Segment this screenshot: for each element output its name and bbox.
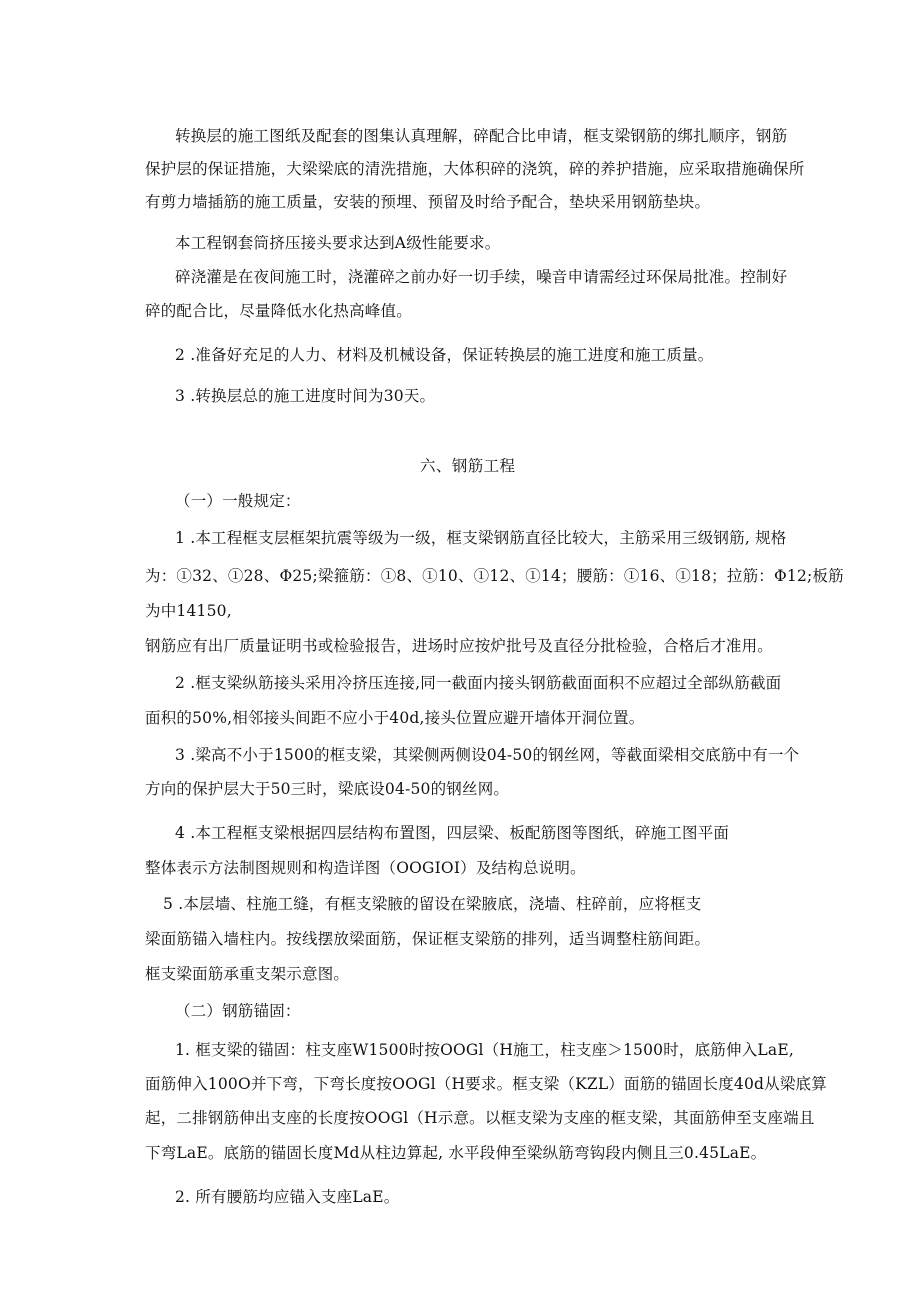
subsection-heading: （二）钢筋锚固： (175, 1002, 301, 1020)
numbered-item: 3 .转换层总的施工进度时间为30天。 (175, 387, 436, 405)
numbered-item: 4 .本工程框支梁根据四层结构布置图，四层梁、板配筋图等图纸，碎施工图平面 (175, 824, 730, 842)
numbered-item: 1. 框支梁的锚固：柱支座W1500时按OOGl（H施工，柱支座＞1500时，底筋伸入LaE, (175, 1041, 794, 1059)
numbered-item: 2 .准备好充足的人力、材料及机械设备，保证转换层的施工进度和施工质量。 (175, 346, 714, 364)
numbered-item: 3 .梁高不小于1500的框支梁，其梁侧两侧设04-50的钢丝网，等截面梁相交底筋中有一个 (175, 746, 800, 764)
paragraph-line: 碎的配合比，尽量降低水化热高峰值。 (145, 302, 412, 320)
paragraph-line: 起，二排钢筋伸出支座的长度按OOGl（H示意。以框支梁为支座的框支梁，其面筋伸至支座端且 (145, 1109, 815, 1127)
paragraph-line: 碎浇灌是在夜间施工时，浇灌碎之前办好一切手续，噪音申请需经过环保局批准。控制好 (175, 268, 788, 286)
numbered-item: 2 .框支梁纵筋接头采用冷挤压连接,同一截面内接头钢筋截面面积不应超过全部纵筋截面 (175, 674, 782, 692)
paragraph-line: 下弯LaE。底筋的锚固长度Md从柱边算起, 水平段伸至梁纵筋弯钩段内侧且三0.45LaE。 (145, 1144, 767, 1162)
paragraph-line: 梁面筋锚入墙柱内。按线摆放梁面筋，保证框支梁筋的排列，适当调整柱筋间距。 (145, 930, 711, 948)
paragraph-line: 保护层的保证措施，大梁梁底的清洗措施，大体积碎的浇筑，碎的养护措施，应采取措施确保所 (145, 160, 805, 178)
section-heading: 六、钢筋工程 (420, 457, 516, 475)
paragraph-line: 为：①32、①28、Φ25;梁箍筋：①8、①10、①12、①14；腰筋：①16、①18；拉筋：Φ12;板筋 (145, 567, 844, 585)
numbered-item: 1 .本工程框支层框架抗震等级为一级，框支梁钢筋直径比较大，主筋采用三级钢筋, 规格 (175, 529, 787, 547)
paragraph-line: 为中14150, (145, 602, 232, 620)
paragraph-line: 面筋伸入100O并下弯，下弯长度按OOGl（H要求。框支梁（KZL）面筋的锚固长度40d从梁底算 (145, 1075, 827, 1093)
paragraph-line: 方向的保护层大于50三时，梁底设04-50的钢丝网。 (145, 780, 510, 798)
paragraph-line: 整体表示方法制图规则和构造详图（OOGIOI）及结构总说明。 (145, 859, 586, 877)
paragraph-line: 面积的50%,相邻接头间距不应小于40d,接头位置应避开墙体开洞位置。 (145, 709, 645, 727)
paragraph-line: 转换层的施工图纸及配套的图集认真理解，碎配合比申请，框支梁钢筋的绑扎顺序，钢筋 (175, 127, 788, 145)
subsection-heading: （一）一般规定： (175, 492, 301, 510)
paragraph-line: 本工程钢套筒挤压接头要求达到A级性能要求。 (175, 234, 501, 252)
paragraph-line: 钢筋应有出厂质量证明书或检验报告，进场时应按炉批号及直径分批检验，合格后才准用。 (145, 637, 774, 655)
paragraph-line: 有剪力墙插筋的施工质量，安装的预埋、预留及时给予配合，垫块采用钢筋垫块。 (145, 193, 711, 211)
numbered-item: 5 .本层墙、柱施工缝，有框支梁腋的留设在梁腋底，浇墙、柱碎前，应将框支 (163, 895, 702, 913)
paragraph-line: 框支梁面筋承重支架示意图。 (145, 965, 350, 983)
numbered-item: 2. 所有腰筋均应锚入支座LaE。 (175, 1188, 400, 1206)
